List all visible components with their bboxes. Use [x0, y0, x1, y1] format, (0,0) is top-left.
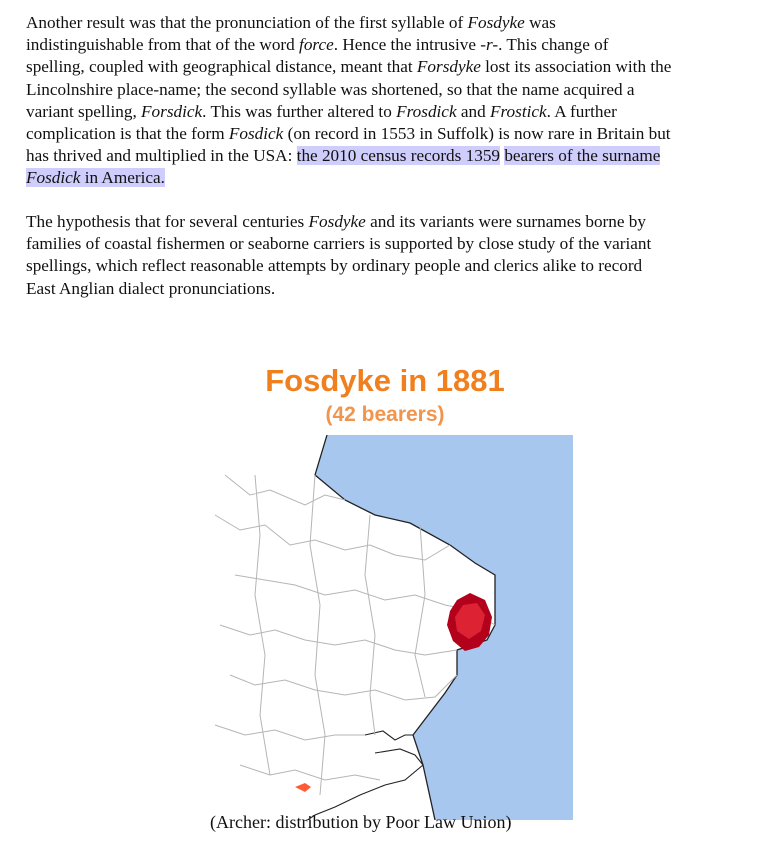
text-line: has thrived and multiplied in the USA: the 2010 census records 1359 bearers of the surname: [26, 146, 661, 166]
text-line: complication is that the form Fosdick (on record in 1553 in Suffolk) is now rare in Britain but: [26, 124, 671, 144]
text-line: families of coastal fishermen or seaborne carriers is supported by close study of the variant: [26, 234, 652, 254]
text-line: [26, 167, 751, 189]
selection-highlight[interactable]: bearers of the surname: [504, 146, 661, 166]
selection-highlight[interactable]: the 2010 census records 1359: [296, 146, 501, 166]
paragraph-1: [26, 12, 751, 190]
text-line: Another result was that the pronunciation of the first syllable of Fosdyke was: [26, 13, 556, 32]
text-line: East Anglian dialect pronunciations.: [26, 278, 276, 298]
paragraph-2: [26, 211, 751, 300]
distribution-map: [195, 435, 585, 820]
map-title: Fosdyke in 1881: [265, 363, 505, 398]
text-line: variant spelling, Forsdick. This was further altered to Frosdick and Frostick. A further: [26, 101, 617, 121]
text-line: spellings, which reflect reasonable attempts by ordinary people and clerics alike to record: [26, 256, 643, 276]
figure-caption: (Archer: distribution by Poor Law Union): [210, 812, 512, 832]
selection-highlight[interactable]: Fosdick in America.: [26, 168, 165, 188]
text-line: indistinguishable from that of the word force. Hence the intrusive -r-. This change of: [26, 35, 609, 55]
text-line: Lincolnshire place-name; the second syllable was shortened, so that the name acquired a: [26, 79, 635, 99]
map-figure: [195, 355, 585, 820]
map-subtitle: (42 bearers): [325, 403, 445, 426]
text-line: The hypothesis that for several centuries Fosdyke and its variants were surnames borne by: [26, 212, 646, 231]
text-line: spelling, coupled with geographical distance, meant that Forsdyke lost its association with the: [26, 57, 672, 77]
